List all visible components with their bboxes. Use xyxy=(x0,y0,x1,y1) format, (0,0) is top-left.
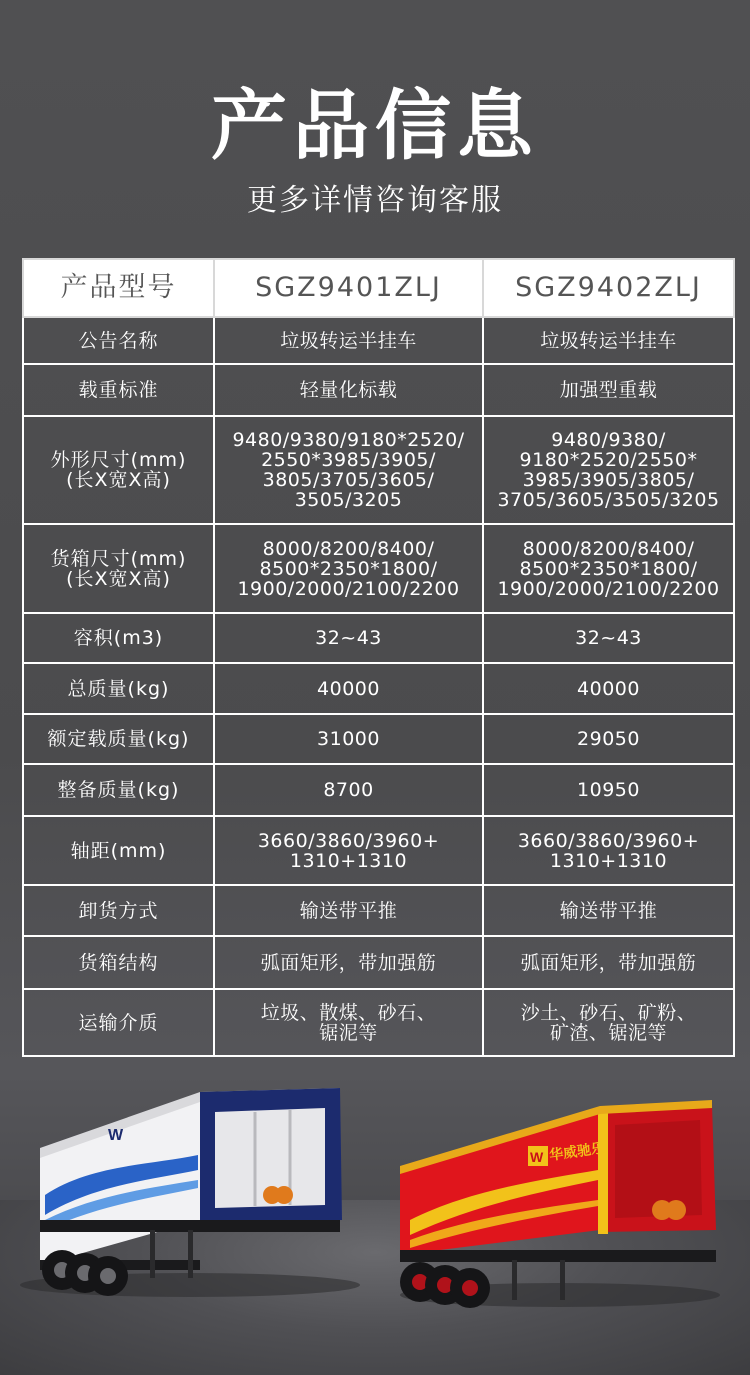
row-label: 整备质量(kg) xyxy=(23,764,214,816)
row-label: 卸货方式 xyxy=(23,885,214,936)
row-label: 额定载质量(kg) xyxy=(23,714,214,764)
row-label: 货箱尺寸(mm) (长X宽X高) xyxy=(23,524,214,613)
row-value-2: 输送带平推 xyxy=(483,885,734,936)
row-value-1: 弧面矩形，带加强筋 xyxy=(214,936,483,989)
row-label: 运输介质 xyxy=(23,989,214,1056)
row-label: 载重标准 xyxy=(23,364,214,416)
header-cell-model: 产品型号 xyxy=(23,259,214,317)
row-label: 容积(m3) xyxy=(23,613,214,663)
row-label: 公告名称 xyxy=(23,317,214,364)
row-value-2: 40000 xyxy=(483,663,734,714)
row-value-1: 垃圾、散煤、砂石、 锯泥等 xyxy=(214,989,483,1056)
table-row xyxy=(23,816,734,885)
row-value-1: 8000/8200/8400/ 8500*2350*1800/ 1900/2000/2100/2200 xyxy=(214,524,483,613)
right-truck-image xyxy=(400,1100,720,1308)
right-truck-brand: 华威驰乐 xyxy=(548,1140,607,1164)
spec-table xyxy=(22,258,735,1057)
row-value-2: 弧面矩形，带加强筋 xyxy=(483,936,734,989)
row-value-1: 31000 xyxy=(214,714,483,764)
row-value-2: 32~43 xyxy=(483,613,734,663)
row-value-1: 8700 xyxy=(214,764,483,816)
table-row xyxy=(23,764,734,816)
row-value-2: 3660/3860/3960+ 1310+1310 xyxy=(483,816,734,885)
right-truck-logo: W xyxy=(530,1149,544,1165)
row-value-1: 轻量化标载 xyxy=(214,364,483,416)
row-value-1: 垃圾转运半挂车 xyxy=(214,317,483,364)
row-label: 外形尺寸(mm) (长X宽X高) xyxy=(23,416,214,524)
row-value-2: 9480/9380/ 9180*2520/2550* 3985/3905/3805/ 3705/3605/3505/3205 xyxy=(483,416,734,524)
table-row xyxy=(23,714,734,764)
table-row xyxy=(23,885,734,936)
table-row xyxy=(23,989,734,1056)
page-title: 产品信息 xyxy=(211,81,539,170)
row-value-2: 8000/8200/8400/ 8500*2350*1800/ 1900/2000/2100/2200 xyxy=(483,524,734,613)
truck-photos xyxy=(0,1070,750,1375)
row-label: 总质量(kg) xyxy=(23,663,214,714)
row-value-1: 3660/3860/3960+ 1310+1310 xyxy=(214,816,483,885)
row-value-2: 沙土、砂石、矿粉、 矿渣、锯泥等 xyxy=(483,989,734,1056)
row-value-1: 输送带平推 xyxy=(214,885,483,936)
table-row xyxy=(23,663,734,714)
row-label: 货箱结构 xyxy=(23,936,214,989)
left-truck-image xyxy=(20,1088,360,1297)
table-header-row xyxy=(23,259,734,317)
row-value-2: 10950 xyxy=(483,764,734,816)
row-value-2: 加强型重载 xyxy=(483,364,734,416)
header-cell-sgz9401zlj: SGZ9401ZLJ xyxy=(214,259,483,317)
table-row xyxy=(23,936,734,989)
row-value-2: 垃圾转运半挂车 xyxy=(483,317,734,364)
row-value-1: 32~43 xyxy=(214,613,483,663)
table-row xyxy=(23,416,734,524)
row-value-1: 9480/9380/9180*2520/ 2550*3985/3905/ 3805/3705/3605/ 3505/3205 xyxy=(214,416,483,524)
header-cell-sgz9402zlj: SGZ9402ZLJ xyxy=(483,259,734,317)
page-subtitle: 更多详情咨询客服 xyxy=(247,183,503,218)
row-label: 轴距(mm) xyxy=(23,816,214,885)
table-row xyxy=(23,317,734,364)
left-truck-logo: W xyxy=(108,1127,124,1144)
table-row xyxy=(23,364,734,416)
row-value-1: 40000 xyxy=(214,663,483,714)
table-row xyxy=(23,613,734,663)
table-row xyxy=(23,524,734,613)
row-value-2: 29050 xyxy=(483,714,734,764)
